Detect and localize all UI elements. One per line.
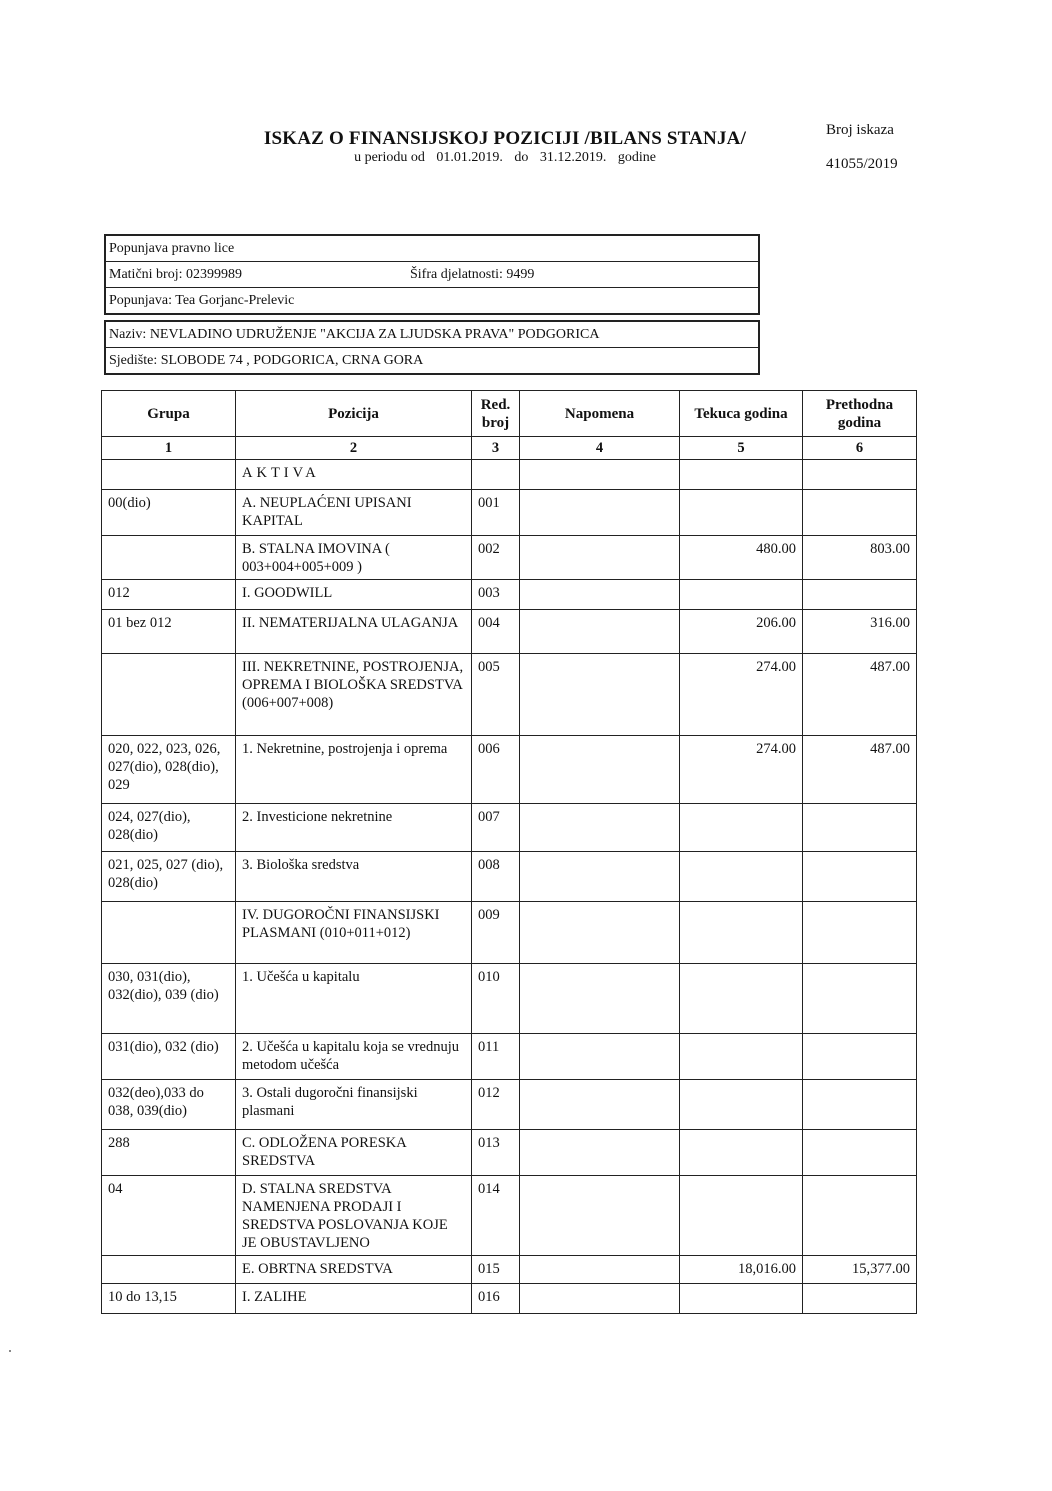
cell-napomena [520,490,680,536]
table-row [102,460,917,490]
cell-napomena [520,654,680,736]
cell-tekuca: 274.00 [680,654,803,736]
entity-info-box [104,320,760,375]
balance-sheet-table [101,390,917,1314]
cell-prethodna [803,1130,917,1176]
cell-tekuca [680,1080,803,1130]
cell-prethodna [803,1284,917,1314]
cell-napomena [520,1176,680,1256]
cell-tekuca: 206.00 [680,610,803,654]
cell-tekuca: 480.00 [680,536,803,580]
cell-red-broj: 013 [472,1130,520,1176]
report-number-value: 41055/2019 [826,156,898,172]
cell-prethodna [803,1176,917,1256]
id-row [106,262,758,288]
table-row [102,902,917,964]
cell-red-broj: 006 [472,736,520,804]
reporting-period [200,150,810,166]
cell-napomena [520,1080,680,1130]
cell-grupa [102,902,236,964]
table-row [102,536,917,580]
cell-red-broj: 010 [472,964,520,1034]
table-row [102,580,917,610]
cell-grupa [102,654,236,736]
period-prefix: u periodu od [354,150,425,165]
table-row [102,804,917,852]
col-index: 3 [472,437,520,460]
cell-napomena [520,580,680,610]
scan-speck [9,1350,11,1352]
period-suffix: godine [617,150,656,165]
cell-grupa [102,536,236,580]
cell-red-broj: 002 [472,536,520,580]
cell-grupa: 031(dio), 032 (dio) [102,1034,236,1080]
cell-pozicija: C. ODLOŽENA PORESKA SREDSTVA [236,1130,472,1176]
cell-prethodna [803,804,917,852]
cell-prethodna [803,964,917,1034]
cell-grupa: 04 [102,1176,236,1256]
cell-napomena [520,1034,680,1080]
col-header-tekuca: Tekuca godina [680,391,803,437]
cell-pozicija: A. NEUPLAĆENI UPISANI KAPITAL [236,490,472,536]
sifra-djelatnosti: Šifra djelatnosti: 9499 [410,267,535,282]
entity-name: Naziv: NEVLADINO UDRUŽENJE "AKCIJA ZA LJUDSKA PRAVA" PODGORICA [106,322,758,348]
maticni-broj: Matični broj: 02399989 [109,267,242,282]
table-row [102,1256,917,1284]
cell-grupa: 10 do 13,15 [102,1284,236,1314]
cell-napomena [520,1130,680,1176]
cell-pozicija: III. NEKRETNINE, POSTROJENJA, OPREMA I BIOLOŠKA SREDSTVA (006+007+008) [236,654,472,736]
period-mid: do [514,150,529,165]
cell-grupa: 024, 027(dio), 028(dio) [102,804,236,852]
cell-red-broj: 016 [472,1284,520,1314]
cell-napomena [520,852,680,902]
cell-grupa: 012 [102,580,236,610]
report-number-label: Broj iskaza [826,122,894,138]
col-index: 6 [803,437,917,460]
cell-napomena [520,610,680,654]
table-row [102,610,917,654]
cell-tekuca: 18,016.00 [680,1256,803,1284]
cell-prethodna [803,1080,917,1130]
cell-pozicija: E. OBRTNA SREDSTVA [236,1256,472,1284]
cell-grupa: 030, 031(dio), 032(dio), 039 (dio) [102,964,236,1034]
col-header-prethodna: Prethodna godina [803,391,917,437]
cell-prethodna: 15,377.00 [803,1256,917,1284]
cell-pozicija: AKTIVA [236,460,472,490]
col-header-grupa: Grupa [102,391,236,437]
cell-red-broj: 001 [472,490,520,536]
cell-tekuca [680,964,803,1034]
table-row [102,964,917,1034]
cell-red-broj: 004 [472,610,520,654]
cell-napomena [520,964,680,1034]
cell-red-broj: 015 [472,1256,520,1284]
cell-pozicija: I. GOODWILL [236,580,472,610]
cell-red-broj: 008 [472,852,520,902]
table-row [102,654,917,736]
cell-grupa: 032(deo),033 do 038, 039(dio) [102,1080,236,1130]
cell-tekuca [680,1176,803,1256]
cell-tekuca [680,1034,803,1080]
cell-pozicija: 2. Investicione nekretnine [236,804,472,852]
popunjava-person: Popunjava: Tea Gorjanc-Prelevic [109,293,295,308]
cell-grupa: 01 bez 012 [102,610,236,654]
cell-red-broj: 003 [472,580,520,610]
cell-prethodna [803,580,917,610]
cell-prethodna [803,490,917,536]
table-row [102,852,917,902]
cell-napomena [520,460,680,490]
table-row [102,1034,917,1080]
cell-prethodna: 316.00 [803,610,917,654]
cell-red-broj: 007 [472,804,520,852]
period-date-to: 31.12.2019. [539,150,607,165]
cell-pozicija: IV. DUGOROČNI FINANSIJSKI PLASMANI (010+011+012) [236,902,472,964]
cell-napomena [520,536,680,580]
cell-grupa: 00(dio) [102,490,236,536]
cell-prethodna [803,902,917,964]
cell-grupa: 020, 022, 023, 026, 027(dio), 028(dio), 029 [102,736,236,804]
table-row [102,1080,917,1130]
cell-pozicija: II. NEMATERIJALNA ULAGANJA [236,610,472,654]
table-row [102,490,917,536]
cell-tekuca [680,852,803,902]
cell-tekuca [680,1130,803,1176]
cell-tekuca: 274.00 [680,736,803,804]
col-header-napomena: Napomena [520,391,680,437]
popunjava-pravno-lice: Popunjava pravno lice [106,236,758,262]
cell-tekuca [680,490,803,536]
cell-prethodna [803,460,917,490]
filer-info-box [104,234,760,315]
cell-grupa [102,460,236,490]
cell-tekuca [680,580,803,610]
cell-napomena [520,736,680,804]
cell-tekuca [680,1284,803,1314]
cell-pozicija: 3. Biološka sredstva [236,852,472,902]
cell-tekuca [680,902,803,964]
cell-napomena [520,1256,680,1284]
cell-napomena [520,1284,680,1314]
table-row [102,1176,917,1256]
cell-red-broj: 011 [472,1034,520,1080]
cell-prethodna [803,1034,917,1080]
cell-red-broj [472,460,520,490]
col-index: 2 [236,437,472,460]
col-index: 1 [102,437,236,460]
cell-pozicija: 2. Učešća u kapitalu koja se vrednuju metodom učešća [236,1034,472,1080]
cell-red-broj: 012 [472,1080,520,1130]
cell-prethodna [803,852,917,902]
cell-pozicija: B. STALNA IMOVINA ( 003+004+005+009 ) [236,536,472,580]
cell-grupa [102,1256,236,1284]
cell-grupa: 288 [102,1130,236,1176]
table-row [102,1130,917,1176]
period-date-from: 01.01.2019. [436,150,503,165]
cell-pozicija: 1. Učešća u kapitalu [236,964,472,1034]
header-row [102,391,917,437]
col-header-red-broj: Red. broj [472,391,520,437]
cell-napomena [520,902,680,964]
cell-pozicija: 3. Ostali dugoročni finansijski plasmani [236,1080,472,1130]
document-title: ISKAZ O FINANSIJSKOJ POZICIJI /BILANS STANJA/ [263,128,747,149]
col-index: 5 [680,437,803,460]
table-row [102,1284,917,1314]
cell-napomena [520,804,680,852]
cell-red-broj: 005 [472,654,520,736]
cell-tekuca [680,804,803,852]
cell-prethodna: 487.00 [803,654,917,736]
index-row [102,437,917,460]
cell-red-broj: 009 [472,902,520,964]
cell-tekuca [680,460,803,490]
cell-grupa: 021, 025, 027 (dio), 028(dio) [102,852,236,902]
col-index: 4 [520,437,680,460]
table-row [102,736,917,804]
cell-pozicija: D. STALNA SREDSTVA NAMENJENA PRODAJI I SREDSTVA POSLOVANJA KOJE JE OBUSTAVLJENO [236,1176,472,1256]
cell-pozicija: I. ZALIHE [236,1284,472,1314]
cell-prethodna: 487.00 [803,736,917,804]
entity-address: Sjedište: SLOBODE 74 , PODGORICA, CRNA GORA [109,353,424,368]
col-header-pozicija: Pozicija [236,391,472,437]
cell-pozicija: 1. Nekretnine, postrojenja i oprema [236,736,472,804]
cell-red-broj: 014 [472,1176,520,1256]
cell-prethodna: 803.00 [803,536,917,580]
